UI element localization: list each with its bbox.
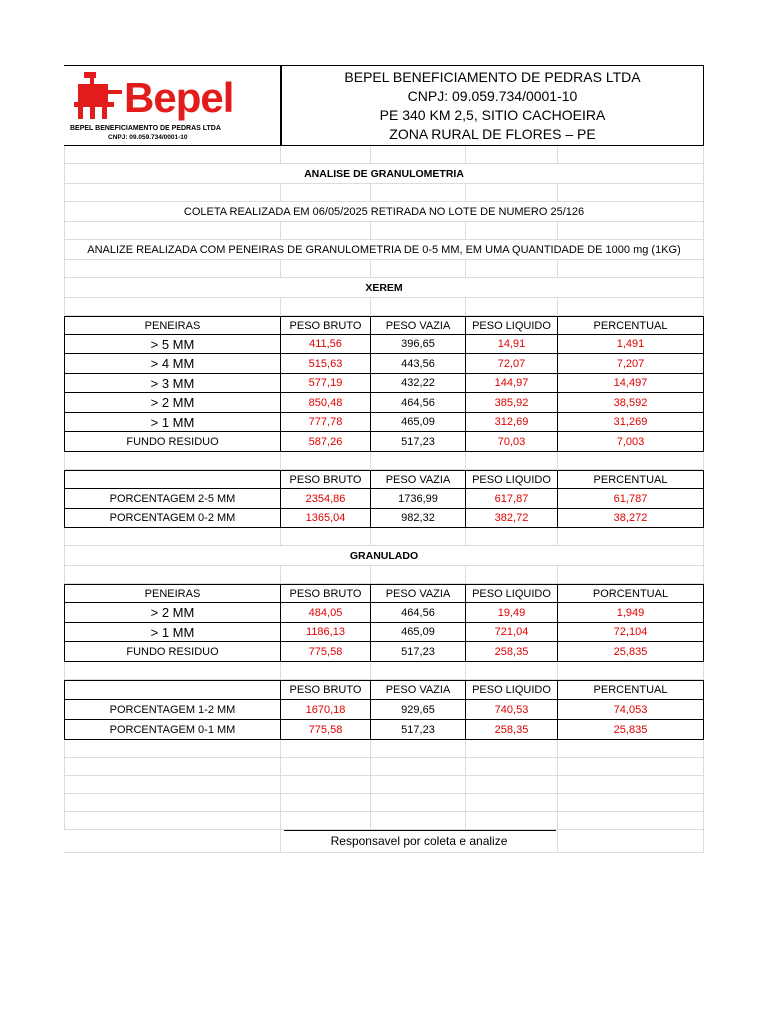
empty-weight: 1736,99 bbox=[371, 489, 466, 508]
column-header: PESO VAZIA bbox=[371, 681, 466, 699]
stone-crusher-icon bbox=[70, 70, 126, 122]
percentage: 14,497 bbox=[558, 374, 704, 392]
percentage: 38,592 bbox=[558, 393, 704, 412]
gross-weight: 1186,13 bbox=[281, 623, 371, 641]
collection-row bbox=[64, 202, 704, 222]
company-region: ZONA RURAL DE FLORES – PE bbox=[389, 125, 596, 142]
spacer-row bbox=[64, 662, 704, 680]
empty-weight: 443,56 bbox=[371, 354, 466, 373]
granulado-title-row bbox=[64, 546, 704, 566]
gross-weight: 484,05 bbox=[281, 603, 371, 622]
sieve-label: > 5 MM bbox=[64, 335, 281, 353]
granulado-summary-header-row bbox=[64, 680, 704, 700]
gross-weight: 2354,86 bbox=[281, 489, 371, 508]
empty-weight: 396,65 bbox=[371, 335, 466, 353]
gross-weight: 587,26 bbox=[281, 432, 371, 451]
company-logo bbox=[64, 65, 281, 145]
signature-line bbox=[284, 830, 556, 831]
percentage: 1,491 bbox=[558, 335, 704, 353]
column-header: PORCENTUAL bbox=[558, 585, 704, 602]
percentage: 31,269 bbox=[558, 413, 704, 431]
percentage: 25,835 bbox=[558, 642, 704, 661]
summary-label: PORCENTAGEM 1-2 MM bbox=[64, 700, 281, 719]
granulado-header-row bbox=[64, 584, 704, 603]
spacer-row bbox=[64, 566, 704, 584]
column-header: PESO LIQUIDO bbox=[466, 681, 558, 699]
spacer-row bbox=[64, 794, 704, 812]
logo-cnpj: CNPJ: 09.059.734/0001-10 bbox=[108, 134, 188, 141]
analysis-text: ANALIZE REALIZADA COM PENEIRAS DE GRANULOMETRIA DE 0-5 MM, EM UMA QUANTIDADE DE 1000 mg (1KG) bbox=[64, 240, 704, 259]
sieve-label: FUNDO RESIDUO bbox=[64, 432, 281, 451]
empty-weight: 517,23 bbox=[371, 720, 466, 739]
column-header: PENEIRAS bbox=[64, 317, 281, 334]
column-header: PESO BRUTO bbox=[281, 471, 371, 488]
table-row bbox=[64, 603, 704, 623]
table-row bbox=[64, 354, 704, 374]
percentage: 74,053 bbox=[558, 700, 704, 719]
table-row bbox=[64, 413, 704, 432]
table-row bbox=[64, 374, 704, 393]
summary-label: PORCENTAGEM 0-2 MM bbox=[64, 509, 281, 527]
percentage: 72,104 bbox=[558, 623, 704, 641]
xerem-title: XEREM bbox=[64, 278, 704, 297]
column-header: PERCENTUAL bbox=[558, 681, 704, 699]
spacer-row bbox=[64, 184, 704, 202]
net-weight: 72,07 bbox=[466, 354, 558, 373]
spacer-row bbox=[64, 776, 704, 794]
spacer-row bbox=[64, 222, 704, 240]
company-name: BEPEL BENEFICIAMENTO DE PEDRAS LTDA bbox=[344, 68, 641, 85]
summary-label: PORCENTAGEM 2-5 MM bbox=[64, 489, 281, 508]
gross-weight: 1365,04 bbox=[281, 509, 371, 527]
column-header bbox=[64, 681, 281, 699]
net-weight: 385,92 bbox=[466, 393, 558, 412]
empty-weight: 432,22 bbox=[371, 374, 466, 392]
xerem-summary-header-row bbox=[64, 470, 704, 489]
sieve-label: > 2 MM bbox=[64, 393, 281, 412]
sieve-label: > 4 MM bbox=[64, 354, 281, 373]
empty-weight: 465,09 bbox=[371, 623, 466, 641]
percentage: 7,003 bbox=[558, 432, 704, 451]
gross-weight: 411,56 bbox=[281, 335, 371, 353]
column-header: PESO LIQUIDO bbox=[466, 471, 558, 488]
percentage: 7,207 bbox=[558, 354, 704, 373]
column-header: PERCENTUAL bbox=[558, 317, 704, 334]
sieve-label: > 3 MM bbox=[64, 374, 281, 392]
table-row bbox=[64, 720, 704, 740]
net-weight: 740,53 bbox=[466, 700, 558, 719]
table-row bbox=[64, 393, 704, 413]
column-header: PESO LIQUIDO bbox=[466, 317, 558, 334]
table-row bbox=[64, 335, 704, 354]
net-weight: 617,87 bbox=[466, 489, 558, 508]
net-weight: 721,04 bbox=[466, 623, 558, 641]
gross-weight: 577,19 bbox=[281, 374, 371, 392]
percentage: 25,835 bbox=[558, 720, 704, 739]
spacer-row bbox=[64, 452, 704, 470]
sieve-label: > 1 MM bbox=[64, 413, 281, 431]
sieve-label: > 1 MM bbox=[64, 623, 281, 641]
net-weight: 258,35 bbox=[466, 642, 558, 661]
column-header: PESO LIQUIDO bbox=[466, 585, 558, 602]
summary-label: PORCENTAGEM 0-1 MM bbox=[64, 720, 281, 739]
gross-weight: 777,78 bbox=[281, 413, 371, 431]
empty-weight: 465,09 bbox=[371, 413, 466, 431]
analysis-row bbox=[64, 240, 704, 260]
column-header: PESO BRUTO bbox=[281, 585, 371, 602]
column-header: PESO VAZIA bbox=[371, 585, 466, 602]
collection-text: COLETA REALIZADA EM 06/05/2025 RETIRADA NO LOTE DE NUMERO 25/126 bbox=[64, 202, 704, 221]
net-weight: 312,69 bbox=[466, 413, 558, 431]
spacer-row bbox=[64, 528, 704, 546]
spacer-row bbox=[64, 260, 704, 278]
spacer-row bbox=[64, 758, 704, 776]
sieve-label: > 2 MM bbox=[64, 603, 281, 622]
column-header: PESO VAZIA bbox=[371, 317, 466, 334]
table-row bbox=[64, 509, 704, 528]
net-weight: 70,03 bbox=[466, 432, 558, 451]
sieve-label: FUNDO RESIDUO bbox=[64, 642, 281, 661]
logo-company-name: BEPEL BENEFICIAMENTO DE PEDRAS LTDA bbox=[70, 125, 221, 132]
percentage: 38,272 bbox=[558, 509, 704, 527]
table-row bbox=[64, 432, 704, 452]
table-row bbox=[64, 623, 704, 642]
granulado-title: GRANULADO bbox=[64, 546, 704, 565]
column-header: PESO VAZIA bbox=[371, 471, 466, 488]
report-title: ANALISE DE GRANULOMETRIA bbox=[64, 164, 704, 183]
report-sheet bbox=[64, 65, 704, 853]
empty-weight: 517,23 bbox=[371, 642, 466, 661]
xerem-header-row bbox=[64, 316, 704, 335]
gross-weight: 775,58 bbox=[281, 642, 371, 661]
column-header: PESO BRUTO bbox=[281, 681, 371, 699]
gross-weight: 775,58 bbox=[281, 720, 371, 739]
percentage: 61,787 bbox=[558, 489, 704, 508]
column-header bbox=[64, 471, 281, 488]
spacer-row bbox=[64, 740, 704, 758]
report-header bbox=[64, 65, 704, 146]
company-cnpj: CNPJ: 09.059.734/0001-10 bbox=[407, 87, 578, 104]
title-row bbox=[64, 164, 704, 184]
logo-wordmark: Bepel bbox=[124, 74, 234, 121]
column-header: PENEIRAS bbox=[64, 585, 281, 602]
spacer-row bbox=[64, 298, 704, 316]
net-weight: 19,49 bbox=[466, 603, 558, 622]
company-info bbox=[281, 65, 704, 145]
net-weight: 14,91 bbox=[466, 335, 558, 353]
percentage: 1,949 bbox=[558, 603, 704, 622]
signature-row bbox=[64, 830, 704, 853]
signature-label: Responsavel por coleta e analize bbox=[281, 830, 558, 852]
company-address: PE 340 KM 2,5, SITIO CACHOEIRA bbox=[379, 106, 606, 123]
spacer-row bbox=[64, 812, 704, 830]
empty-weight: 982,32 bbox=[371, 509, 466, 527]
spacer-row bbox=[64, 146, 704, 164]
empty-weight: 929,65 bbox=[371, 700, 466, 719]
gross-weight: 515,63 bbox=[281, 354, 371, 373]
table-row bbox=[64, 700, 704, 720]
column-header: PERCENTUAL bbox=[558, 471, 704, 488]
net-weight: 382,72 bbox=[466, 509, 558, 527]
net-weight: 144,97 bbox=[466, 374, 558, 392]
table-row bbox=[64, 489, 704, 509]
xerem-title-row bbox=[64, 278, 704, 298]
empty-weight: 464,56 bbox=[371, 603, 466, 622]
gross-weight: 1670,18 bbox=[281, 700, 371, 719]
empty-weight: 464,56 bbox=[371, 393, 466, 412]
table-row bbox=[64, 642, 704, 662]
column-header: PESO BRUTO bbox=[281, 317, 371, 334]
gross-weight: 850,48 bbox=[281, 393, 371, 412]
empty-weight: 517,23 bbox=[371, 432, 466, 451]
net-weight: 258,35 bbox=[466, 720, 558, 739]
